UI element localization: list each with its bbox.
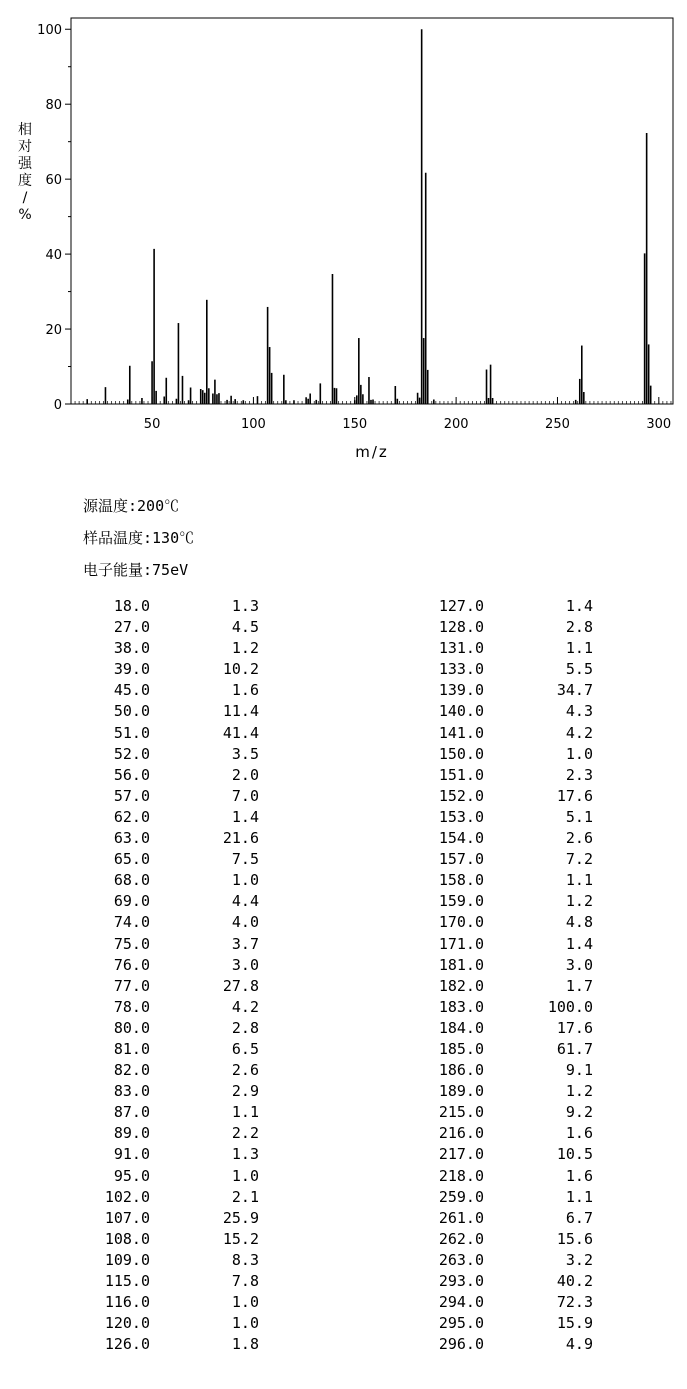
mz-value: 18.0: [113, 597, 150, 615]
mz-value: 52.0: [113, 744, 150, 763]
mz-value: 115.0: [104, 1272, 150, 1290]
abundance-value: 1.4: [565, 934, 593, 953]
mz-value: 157.0: [438, 850, 484, 869]
electron-energy: 电子能量:75eV: [83, 561, 189, 579]
mz-value: 158.0: [438, 871, 484, 890]
mz-value: 184.0: [438, 1018, 484, 1037]
abundance-value: 4.2: [231, 997, 259, 1016]
mz-value: 141.0: [438, 723, 484, 742]
abundance-value: 41.4: [222, 723, 259, 742]
mz-value: 293.0: [438, 1272, 484, 1290]
mz-value: 51.0: [113, 723, 150, 742]
abundance-value: 61.7: [556, 1039, 593, 1058]
mz-value: 259.0: [438, 1187, 484, 1206]
mz-value: 183.0: [438, 997, 484, 1016]
abundance-value: 2.1: [231, 1187, 259, 1206]
y-tick-label: 0: [53, 398, 62, 413]
abundance-value: 1.6: [231, 681, 259, 700]
x-axis-label: m/z: [355, 443, 389, 461]
mz-value: 87.0: [113, 1103, 150, 1122]
abundance-value: 15.6: [556, 1229, 593, 1248]
mz-value: 69.0: [113, 892, 150, 911]
mz-value: 294.0: [438, 1293, 484, 1312]
x-tick-label: 200: [443, 417, 469, 432]
abundance-value: 4.5: [231, 618, 259, 637]
mz-value: 39.0: [113, 660, 150, 679]
abundance-value: 25.9: [222, 1208, 259, 1227]
abundance-value: 1.1: [231, 1103, 259, 1122]
abundance-value: 4.4: [231, 892, 259, 911]
mz-value: 154.0: [438, 829, 484, 848]
mz-value: 80.0: [113, 1018, 150, 1037]
abundance-value: 2.9: [231, 1082, 259, 1101]
mz-value: 139.0: [438, 681, 484, 700]
abundance-value: 4.2: [565, 723, 593, 742]
mz-value: 81.0: [113, 1039, 150, 1058]
y-tick-label: 60: [45, 173, 62, 189]
mz-value: 131.0: [438, 639, 484, 658]
abundance-value: 1.0: [231, 1314, 259, 1333]
abundance-value: 4.3: [565, 702, 593, 721]
source-temperature: 源温度:200℃: [83, 497, 180, 515]
mz-value: 56.0: [113, 765, 150, 784]
mz-value: 95.0: [113, 1166, 150, 1185]
abundance-value: 10.5: [556, 1145, 593, 1164]
mz-value: 91.0: [113, 1145, 150, 1164]
abundance-value: 1.7: [565, 976, 593, 995]
mz-value: 78.0: [113, 997, 150, 1016]
mz-value: 185.0: [438, 1039, 484, 1058]
mz-value: 215.0: [438, 1103, 484, 1122]
mz-value: 89.0: [113, 1124, 150, 1143]
abundance-value: 7.5: [231, 850, 259, 869]
abundance-value: 3.2: [565, 1250, 593, 1269]
mz-value: 57.0: [113, 786, 150, 805]
mz-value: 77.0: [113, 976, 150, 995]
abundance-value: 17.6: [556, 786, 593, 805]
abundance-value: 3.0: [231, 955, 259, 974]
abundance-value: 1.6: [565, 1124, 593, 1143]
y-axis-ticks: [37, 23, 71, 413]
mass-spectrum-chart: [0, 0, 687, 470]
mz-value: 261.0: [438, 1208, 484, 1227]
mz-value: 263.0: [438, 1250, 484, 1269]
abundance-value: 4.8: [565, 913, 593, 932]
mz-value: 217.0: [438, 1145, 484, 1164]
abundance-value: 1.2: [565, 892, 593, 911]
mz-value: 68.0: [113, 871, 150, 890]
y-tick-label: 40: [45, 248, 62, 264]
mz-value: 127.0: [438, 597, 484, 615]
mz-value: 171.0: [438, 934, 484, 953]
abundance-value: 6.7: [565, 1208, 593, 1227]
x-tick-label: 250: [545, 417, 570, 432]
abundance-value: 4.0: [231, 913, 259, 932]
abundance-value: 1.0: [231, 1293, 259, 1312]
y-tick-label: 20: [45, 323, 62, 339]
abundance-value: 1.6: [565, 1166, 593, 1185]
plot-frame: [71, 18, 673, 404]
mz-value: 151.0: [438, 765, 484, 784]
mz-value: 27.0: [113, 618, 150, 637]
mz-value: 186.0: [438, 1061, 484, 1080]
mz-value: 75.0: [113, 934, 150, 953]
abundance-value: 2.0: [231, 765, 259, 784]
abundance-value: 15.2: [222, 1229, 259, 1248]
abundance-value: 1.2: [231, 639, 259, 658]
abundance-value: 1.0: [565, 744, 593, 763]
abundance-value: 1.1: [565, 871, 593, 890]
mz-value: 262.0: [438, 1229, 484, 1248]
abundance-value: 40.2: [556, 1272, 593, 1290]
abundance-value: 7.0: [231, 786, 259, 805]
mz-value: 65.0: [113, 850, 150, 869]
abundance-value: 3.5: [231, 744, 259, 763]
mz-value: 83.0: [113, 1082, 150, 1101]
abundance-value: 1.0: [231, 871, 259, 890]
mz-value: 76.0: [113, 955, 150, 974]
mz-value: 74.0: [113, 913, 150, 932]
abundance-value: 72.3: [556, 1293, 593, 1312]
y-tick-label: 100: [37, 23, 62, 39]
abundance-value: 3.0: [565, 955, 593, 974]
abundance-value: 7.8: [231, 1272, 259, 1290]
abundance-value: 17.6: [556, 1018, 593, 1037]
mz-value: 181.0: [438, 955, 484, 974]
abundance-value: 2.8: [231, 1018, 259, 1037]
abundance-value: 7.2: [565, 850, 593, 869]
abundance-value: 100.0: [547, 997, 593, 1016]
abundance-value: 1.3: [231, 597, 259, 615]
abundance-value: 9.2: [565, 1103, 593, 1122]
mz-value: 170.0: [438, 913, 484, 932]
y-tick-label: 80: [45, 98, 62, 114]
mz-value: 218.0: [438, 1166, 484, 1185]
abundance-value: 1.2: [565, 1082, 593, 1101]
abundance-value: 2.8: [565, 618, 593, 637]
mz-value: 126.0: [104, 1335, 150, 1354]
abundance-value: 1.3: [231, 1145, 259, 1164]
y-axis-label: 相对强度/ %: [18, 122, 32, 223]
x-tick-label: 50: [143, 417, 161, 432]
mz-value: 63.0: [113, 829, 150, 848]
mz-value: 189.0: [438, 1082, 484, 1101]
mz-value: 108.0: [104, 1229, 150, 1248]
mz-value: 216.0: [438, 1124, 484, 1143]
mz-value: 159.0: [438, 892, 484, 911]
abundance-value: 27.8: [222, 976, 259, 995]
abundance-value: 1.1: [565, 639, 593, 658]
abundance-value: 5.1: [565, 807, 593, 826]
mz-value: 152.0: [438, 786, 484, 805]
abundance-value: 21.6: [222, 829, 259, 848]
mz-value: 107.0: [104, 1208, 150, 1227]
abundance-value: 3.7: [231, 934, 259, 953]
abundance-value: 1.0: [231, 1166, 259, 1185]
abundance-value: 1.4: [565, 597, 593, 615]
mz-value: 182.0: [438, 976, 484, 995]
mz-value: 50.0: [113, 702, 150, 721]
mz-value: 133.0: [438, 660, 484, 679]
abundance-value: 11.4: [222, 702, 259, 721]
mz-value: 140.0: [438, 702, 484, 721]
abundance-value: 4.9: [565, 1335, 593, 1354]
abundance-value: 34.7: [556, 681, 593, 700]
abundance-value: 2.3: [565, 765, 593, 784]
abundance-value: 8.3: [231, 1250, 259, 1269]
mz-value: 62.0: [113, 807, 150, 826]
mz-value: 102.0: [104, 1187, 150, 1206]
mz-value: 295.0: [438, 1314, 484, 1333]
abundance-value: 1.4: [231, 807, 259, 826]
abundance-value: 6.5: [231, 1039, 259, 1058]
peak-series: [87, 29, 650, 404]
mz-value: 45.0: [113, 681, 150, 700]
mz-value: 109.0: [104, 1250, 150, 1269]
abundance-value: 1.1: [565, 1187, 593, 1206]
mz-value: 116.0: [104, 1293, 150, 1312]
abundance-value: 10.2: [222, 660, 259, 679]
abundance-value: 15.9: [556, 1314, 593, 1333]
abundance-value: 2.6: [231, 1061, 259, 1080]
x-tick-label: 300: [646, 417, 672, 432]
abundance-value: 2.2: [231, 1124, 259, 1143]
mz-value: 38.0: [113, 639, 150, 658]
x-tick-label: 100: [241, 417, 266, 432]
abundance-value: 2.6: [565, 829, 593, 848]
abundance-value: 5.5: [565, 660, 593, 679]
x-tick-label: 150: [342, 417, 368, 432]
mz-value: 296.0: [438, 1335, 484, 1354]
sample-temperature: 样品温度:130℃: [83, 529, 195, 547]
mz-value: 82.0: [113, 1061, 150, 1080]
abundance-value: 1.8: [231, 1335, 259, 1354]
mz-value: 153.0: [438, 807, 484, 826]
mz-value: 128.0: [438, 618, 484, 637]
mz-value: 150.0: [438, 744, 484, 763]
abundance-value: 9.1: [565, 1061, 593, 1080]
mz-value: 120.0: [104, 1314, 150, 1333]
